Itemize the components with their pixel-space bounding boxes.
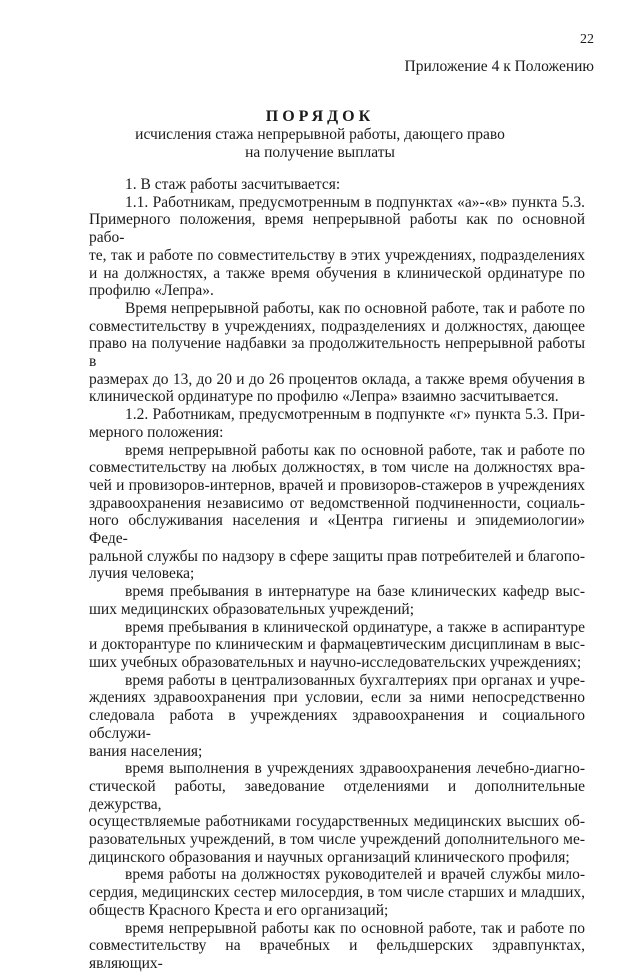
- document-subtitle-line-2: на получение выплаты: [245, 144, 395, 161]
- body-line: дицинского образования и научных организаций клинического профиля;: [89, 848, 570, 866]
- body-line: ших учебных образовательных и научно-исследовательских учреждениях;: [89, 653, 582, 671]
- body-line: время непрерывной работы как по основной работе, так и работе по: [125, 441, 585, 459]
- body-line: профилю «Лепра».: [89, 282, 214, 300]
- body-line: клинической ординатуре по профилю «Лепра» взаимно засчитывается.: [89, 388, 559, 406]
- body-line: те, так и работе по совместительству в этих учреждениях, подразделениях: [89, 246, 585, 264]
- page-number: 22: [580, 32, 594, 47]
- body-line: сердия, медицинских сестер милосердия, в том числе старших и младших,: [89, 884, 585, 902]
- body-line: стической работы, заведование отделениями и дополнительные дежурства,: [89, 777, 585, 813]
- body-line: размерах до 13, до 20 и до 26 процентов оклада, а также время обучения в: [89, 370, 585, 388]
- body-line: осуществляемые работниками государственных медицинских высших об-: [89, 813, 585, 831]
- body-line: ших медицинских образовательных учреждений;: [89, 600, 415, 618]
- body-line: следовала работа в учреждениях здравоохранения и социального обслужи-: [89, 707, 585, 742]
- body-line: совместительству в учреждениях, подразделениях и должностях, дающее: [89, 317, 585, 335]
- body-line: время пребывания в интернатуре на базе клинических кафедр выс-: [125, 583, 585, 601]
- body-line: и докторантуре по клиническим и фармацевтическим дисциплинам в выс-: [89, 636, 585, 654]
- body-line: право на получение надбавки за продолжительность непрерывной работы в: [89, 335, 585, 371]
- body-line: совместительству на врачебных и фельдшерских здравпунктах, являющих-: [89, 937, 585, 972]
- body-line: Примерного положения, время непрерывной работы как по основной рабо-: [89, 211, 585, 247]
- body-line: ного обслуживания населения и «Центра гигиены и эпидемиологии» Феде-: [89, 512, 585, 548]
- body-line: совместительству на любых должностях, в том числе на должностях вра-: [89, 459, 585, 477]
- body-line: мерного положения:: [89, 423, 224, 441]
- body-line: 1.2. Работникам, предусмотренным в подпункте «г» пункта 5.3. При-: [125, 406, 585, 424]
- body-line: здравоохранения независимо от ведомственной подчиненности, социаль-: [89, 494, 585, 512]
- body-line: время работы в централизованных бухгалтериях при органах и учре-: [125, 671, 585, 689]
- body-line: время работы на должностях руководителей и врачей службы мило-: [125, 866, 585, 884]
- body-line: обществ Красного Креста и его организаций;: [89, 901, 389, 919]
- body-line: 1.1. Работникам, предусмотренным в подпунктах «а»-«в» пункта 5.3.: [125, 193, 585, 211]
- document-body: [89, 176, 585, 973]
- body-line: время непрерывной работы как по основной работе, так и работе по: [125, 919, 585, 937]
- body-line: время выполнения в учреждениях здравоохранения лечебно-диагно-: [125, 760, 585, 778]
- body-line: и на должностях, а также время обучения в клинической ординатуре по: [89, 264, 585, 282]
- body-line: лучия человека;: [89, 565, 195, 583]
- body-line: чей и провизоров-интернов, врачей и провизоров-стажеров в учреждениях: [89, 476, 585, 494]
- body-line: ральной службы по надзору в сфере защиты прав потребителей и благопо-: [89, 547, 585, 565]
- body-line: Время непрерывной работы, как по основной работе, так и работе по: [125, 299, 585, 317]
- document-title: ПОРЯДОК: [265, 108, 375, 125]
- body-line: разовательных учреждений, в том числе учреждений дополнительного ме-: [89, 831, 585, 849]
- body-line: вания населения;: [89, 742, 203, 760]
- title-block: [0, 108, 640, 162]
- body-line: 1. В стаж работы засчитывается:: [125, 176, 341, 193]
- document-subtitle-line-1: исчисления стажа непрерывной работы, дающего право: [135, 126, 505, 143]
- appendix-note: Приложение 4 к Положению: [404, 58, 594, 75]
- body-line: время пребывания в клинической ординатуре, а также в аспирантуре: [125, 618, 585, 636]
- body-line: ждениях здравоохранения при условии, если за ними непосредственно: [89, 689, 585, 707]
